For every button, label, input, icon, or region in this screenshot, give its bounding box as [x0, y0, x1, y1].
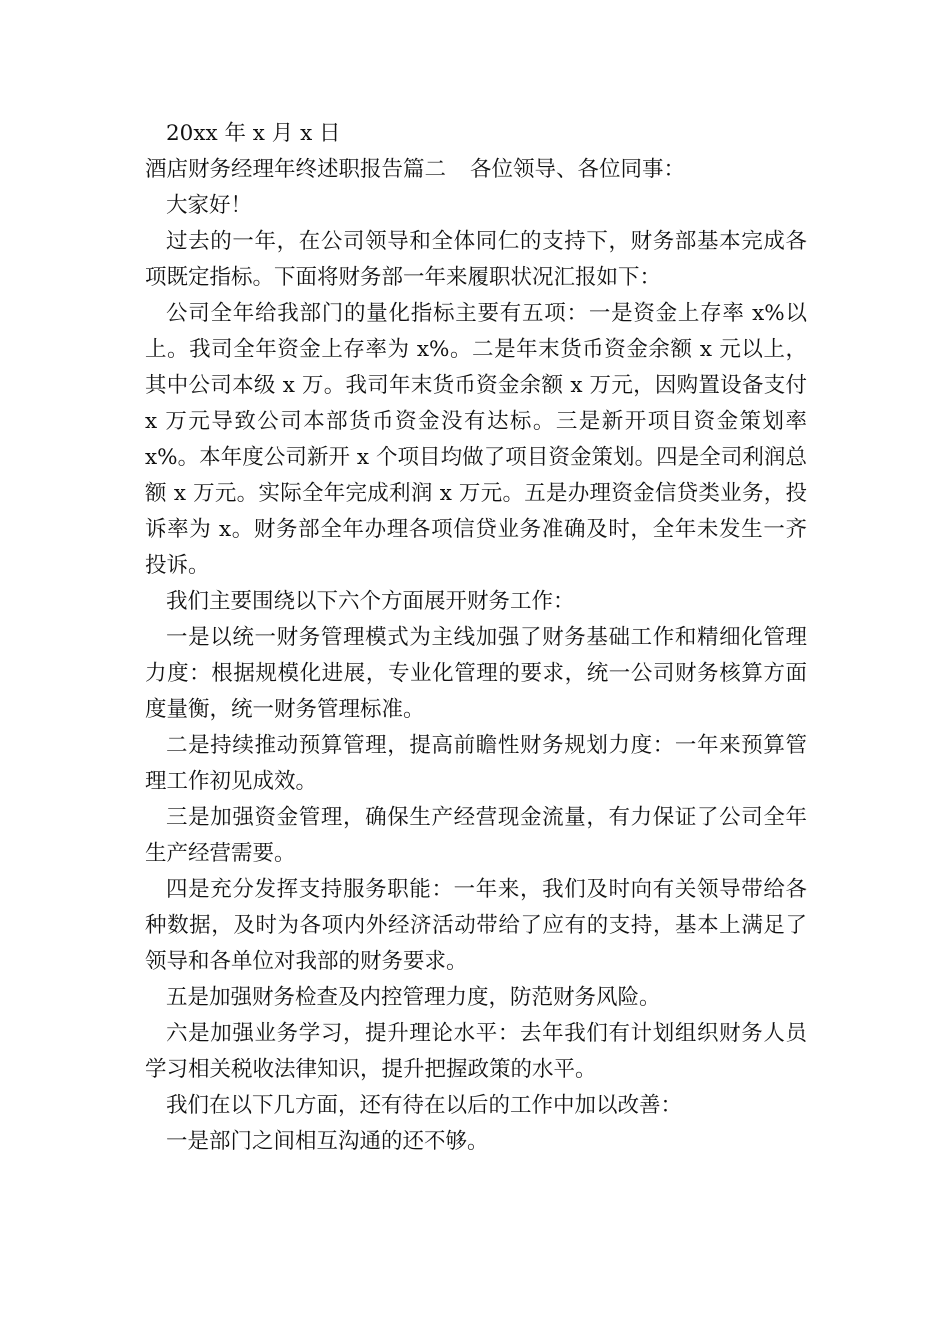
paragraph-six-aspects: 我们主要围绕以下六个方面展开财务工作：: [166, 589, 575, 614]
paragraph-improvement-1: 一是部门之间相互沟通的还不够。: [166, 1129, 489, 1154]
paragraph-item-2: 二是持续推动预算管理，提高前瞻性财务规划力度：一年来预算管理工作初见成效。: [145, 733, 807, 794]
document-page: [145, 116, 807, 1160]
paragraph-intro: 过去的一年，在公司领导和全体同仁的支持下，财务部基本完成各项既定指标。下面将财务部一年来履职状况汇报如下：: [145, 229, 807, 290]
date-line: 20xx 年 x 月 x 日: [166, 121, 341, 146]
paragraph-item-4: 四是充分发挥支持服务职能：一年来，我们及时向有关领导带给各种数据，及时为各项内外经济活动带给了应有的支持，基本上满足了领导和各单位对我部的财务要求。: [145, 877, 807, 974]
paragraph-item-5: 五是加强财务检查及内控管理力度，防范财务风险。: [166, 985, 661, 1010]
heading-line: [145, 152, 807, 188]
paragraph-item-1: 一是以统一财务管理模式为主线加强了财务基础工作和精细化管理力度：根据规模化进展，专业化管理的要求，统一公司财务核算方面度量衡，统一财务管理标准。: [145, 625, 807, 722]
paragraph-item-6: 六是加强业务学习，提升理论水平：去年我们有计划组织财务人员学习相关税收法律知识，提升把握政策的水平。: [145, 1021, 807, 1082]
paragraph-improvements: 我们在以下几方面，还有待在以后的工作中加以改善：: [166, 1093, 683, 1118]
paragraph-item-3: 三是加强资金管理，确保生产经营现金流量，有力保证了公司全年生产经营需要。: [145, 805, 807, 866]
report-heading: 酒店财务经理年终述职报告篇二: [145, 157, 447, 182]
paragraph-targets: 公司全年给我部门的量化指标主要有五项：一是资金上存率 x%以上。我司全年资金上存率为 x%。二是年末货币资金余额 x 元以上，其中公司本级 x 万。我司年末货币资金余额 x 万元，因购置设备支付 x 万元导致公司本部货币资金没有达标。三是新开项目资金策划率 x%。本年度公司新开 x 个项目均做了项目资金策划。四是全司利润总额 x 万元。实际全年完成利润 x 万元。五是办理资金信贷类业务，投诉率为 x。财务部全年办理各项信贷业务准确及时，全年未发生一齐投诉。: [145, 301, 807, 578]
greeting: 大家好！: [166, 193, 253, 218]
salutation: 各位领导、各位同事：: [470, 157, 686, 182]
